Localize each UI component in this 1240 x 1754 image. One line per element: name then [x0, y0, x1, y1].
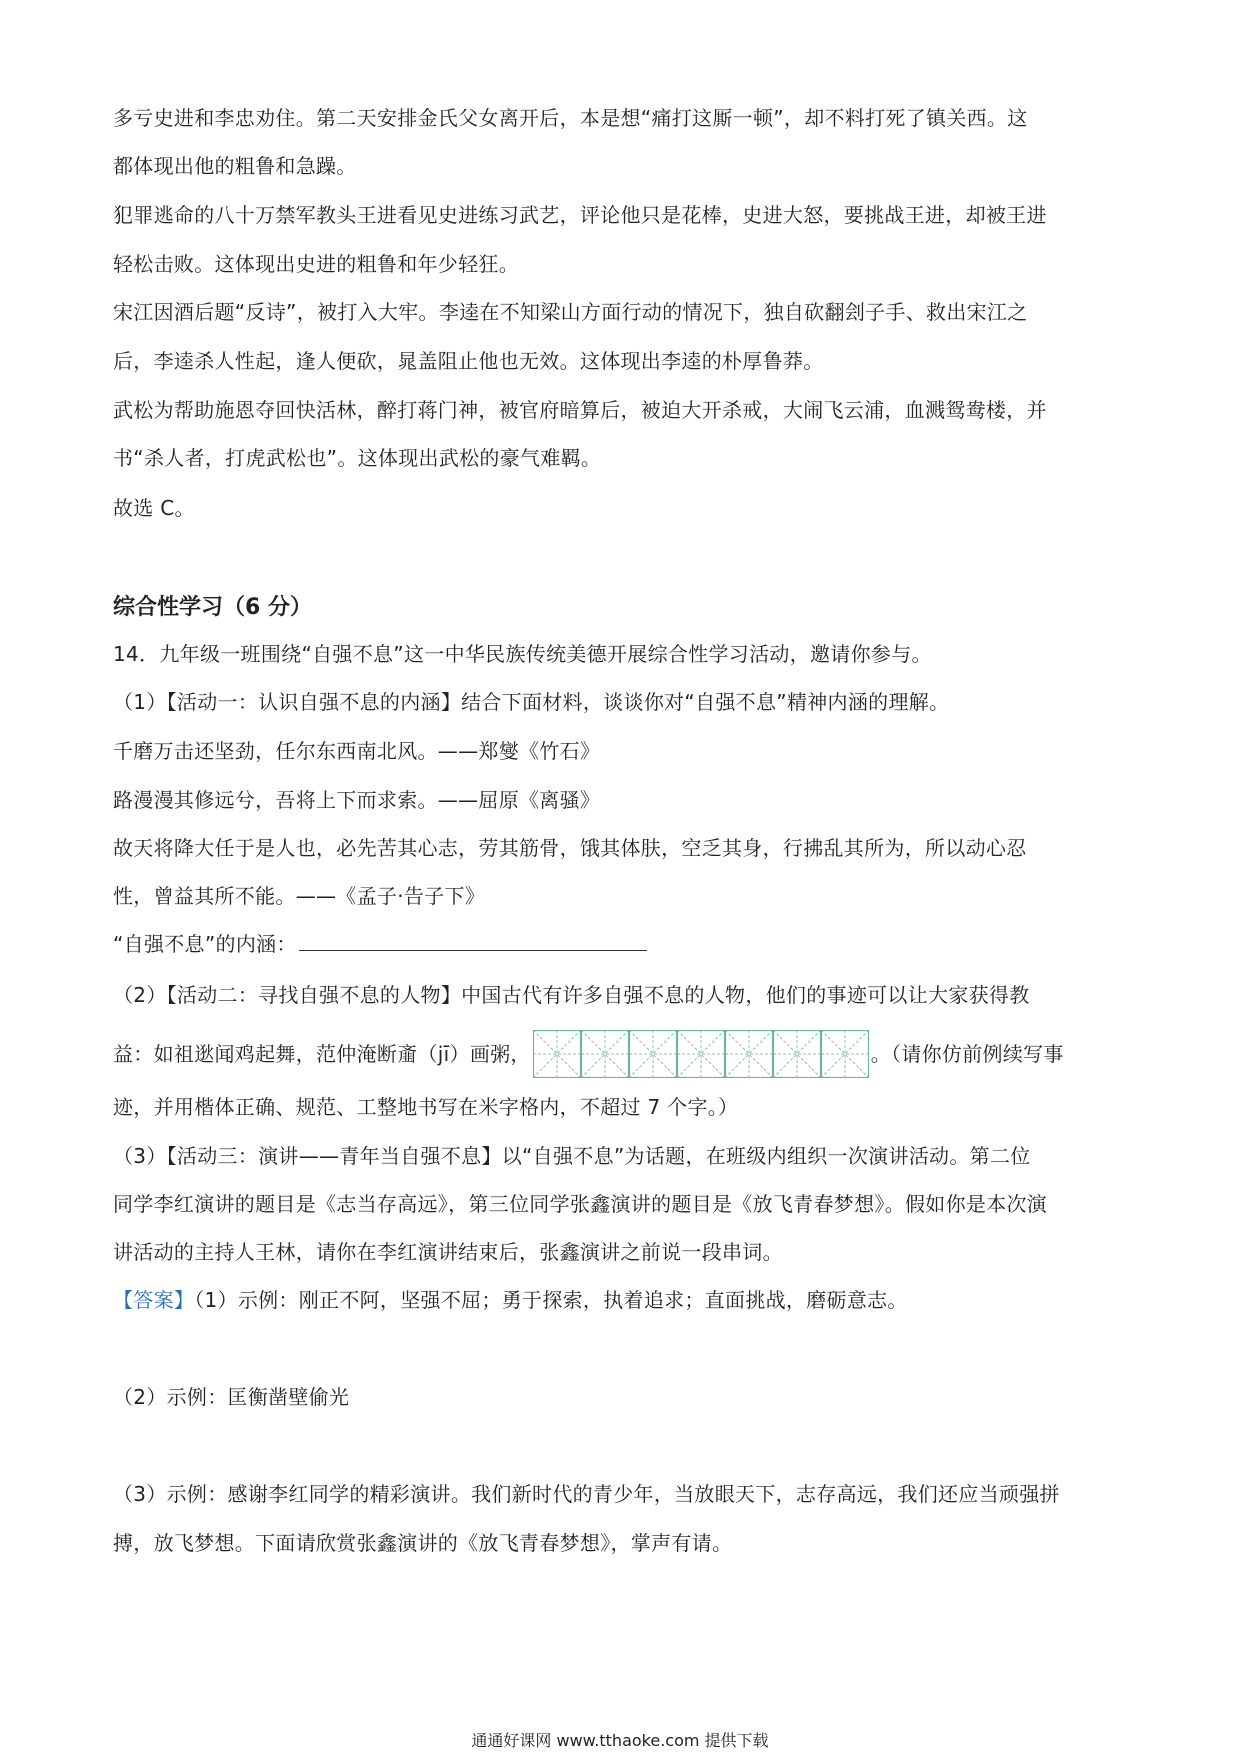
- paragraph-line: 后，李逵杀人性起，逢人便砍，晁盖阻止他也无效。这体现出李逵的朴厚鲁莽。: [113, 349, 824, 373]
- activity-2-instruction: 迹，并用楷体正确、规范、工整地书写在米字格内，不超过 7 个字。）: [113, 1095, 739, 1119]
- answer-line-3: （3）示例：感谢李红同学的精彩演讲。我们新时代的青少年，当放眼天下，志存高远，我们还应当顽强拼: [113, 1482, 1060, 1506]
- paragraph-line: 宋江因酒后题“反诗”，被打入大牢。李逵在不知梁山方面行动的情况下，独自砍翻刽子手、救出宋江之: [113, 300, 1028, 324]
- answer-line-2: （2）示例：匡衡凿壁偷光: [113, 1385, 350, 1409]
- section-title: 综合性学习（6 分）: [113, 595, 312, 620]
- paragraph-line: 犯罪逃命的八十万禁军教头王进看见史进练习武艺，评论他只是花棒，史进大怒，要挑战王进，却被王进: [113, 203, 1047, 227]
- activity-2-prompt: （2）【活动二：寻找自强不息的人物】中国古代有许多自强不息的人物，他们的事迹可以让大家获得教: [113, 983, 1030, 1007]
- activity-1-prompt: （1）【活动一：认识自强不息的内涵】结合下面材料，谈谈你对“自强不息”精神内涵的理解。: [113, 690, 950, 714]
- answer-tag: 【答案】: [113, 1288, 195, 1312]
- activity-1-answer-line: [113, 930, 647, 958]
- quote-line: 路漫漫其修远兮，吾将上下而求索。——屈原《离骚》: [113, 788, 601, 812]
- quote-line: 千磨万击还坚劲，任尔东西南北风。——郑燮《竹石》: [113, 739, 601, 763]
- paragraph-line: 多亏史进和李忠劝住。第二天安排金氏父女离开后，本是想“痛打这厮一顿”，却不料打死了镇关西。这: [113, 106, 1028, 130]
- quote-line: 故天将降大任于是人也，必先苦其心志，劳其筋骨，饿其体肤，空乏其身，行拂乱其所为，所以动心忍: [113, 836, 1027, 860]
- footer-credit: 通通好课网 www.tthaoke.com 提供下载: [471, 1731, 769, 1750]
- paragraph-line: 武松为帮助施恩夺回快活林，醉打蒋门神，被官府暗算后，被迫大开杀戒，大闹飞云浦，血溅鸳鸯楼，并: [113, 398, 1047, 422]
- activity-2-line: [113, 1030, 1064, 1080]
- activity-3-prompt: 同学李红演讲的题目是《志当存高远》，第三位同学张鑫演讲的题目是《放飞青春梦想》。假如你是本次演: [113, 1192, 1048, 1216]
- blank-label: “自强不息”的内涵：: [113, 932, 297, 956]
- quote-line: 性，曾益其所不能。——《孟子·告子下》: [113, 884, 486, 908]
- paragraph-line: 书“杀人者，打虎武松也”。这体现出武松的豪气难羁。: [113, 446, 602, 470]
- paragraph-line: 都体现出他的粗鲁和急躁。: [113, 154, 357, 178]
- activity-3-prompt: （3）【活动三：演讲——青年当自强不息】以“自强不息”为话题，在班级内组织一次演讲活动。第二位: [113, 1144, 1031, 1168]
- activity-2-text-end: 。（请你仿前例续写事: [870, 1042, 1064, 1066]
- mi-character-grid[interactable]: [533, 1030, 869, 1078]
- paragraph-line: 故选 C。: [113, 496, 195, 520]
- answer-blank[interactable]: [299, 930, 647, 951]
- answer-text: （1）示例：刚正不阿，坚强不屈；勇于探索，执着追求；直面挑战，磨砺意志。: [194, 1288, 908, 1312]
- answer-line-1: [113, 1286, 908, 1314]
- activity-3-prompt: 讲活动的主持人王林，请你在李红演讲结束后，张鑫演讲之前说一段串词。: [113, 1240, 783, 1264]
- activity-2-text: 益：如祖逖闻鸡起舞，范仲淹断齑（jī）画粥，: [113, 1042, 531, 1066]
- question-intro: 14．九年级一班围绕“自强不息”这一中华民族传统美德开展综合性学习活动，邀请你参与。: [113, 642, 932, 666]
- answer-line-3: 搏，放飞梦想。下面请欣赏张鑫演讲的《放飞青春梦想》，掌声有请。: [113, 1531, 733, 1555]
- paragraph-line: 轻松击败。这体现出史进的粗鲁和年少轻狂。: [113, 252, 519, 276]
